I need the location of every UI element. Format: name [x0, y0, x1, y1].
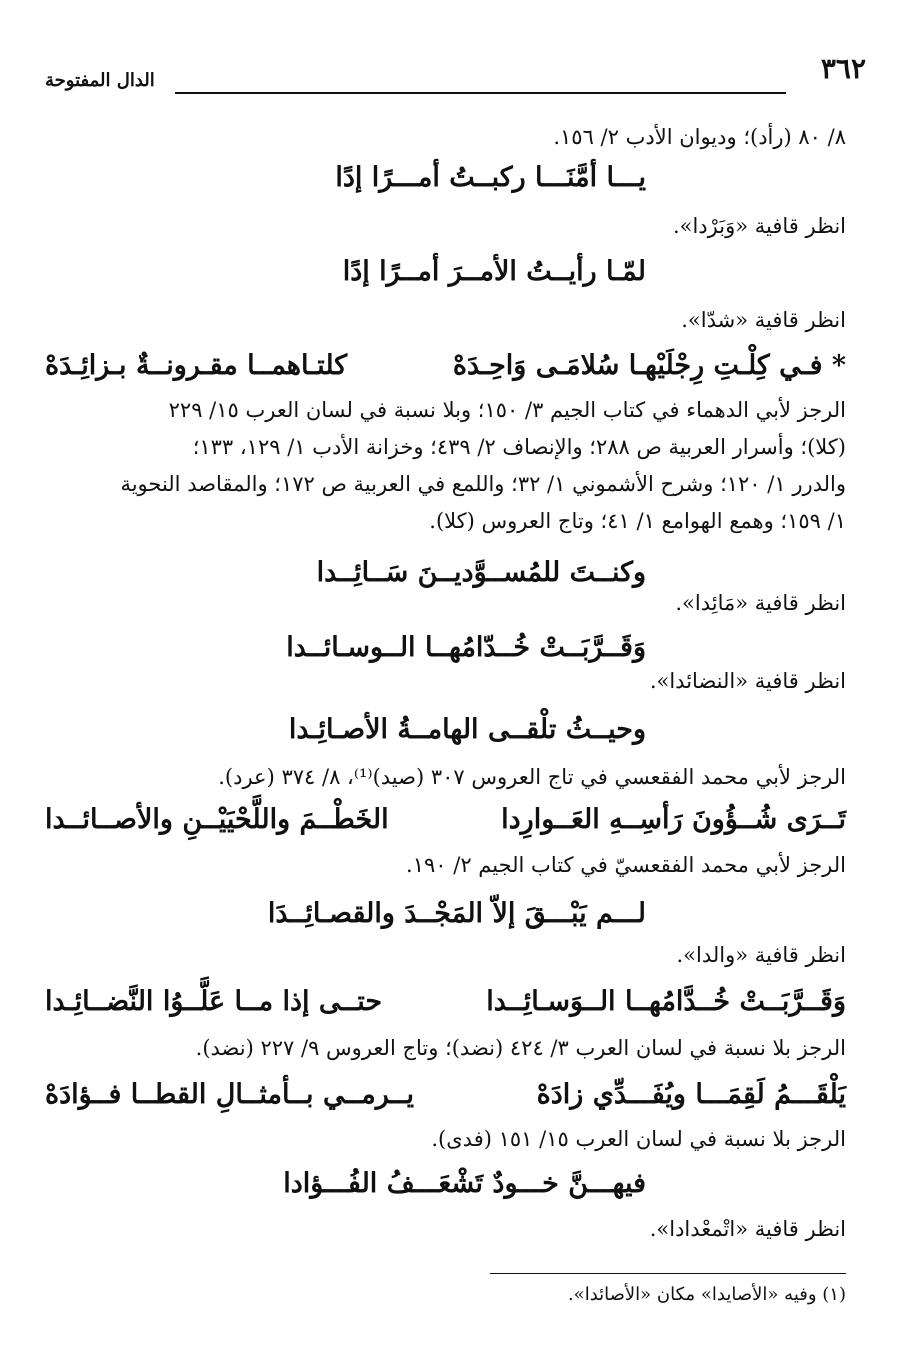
verse-line: لـــم يَبْـــقَ إلاّ المَجْــدَ والقصـائِــدَا: [267, 898, 646, 929]
verse-hemistich-right: * فـي كِلْـتِ رِجْلَيْهـا سُلامَـى وَاحِـدَهْ: [452, 350, 846, 381]
verse-line: وَقَــرَّبَــتْ خُــدّامُهــا الــوسـائــدا: [286, 632, 646, 663]
cross-reference: انظر قافية «مَائِدا».: [675, 591, 846, 615]
verse-line: لمّـا رأيــتُ الأمــرَ أمــرًا إدًا: [342, 256, 646, 287]
cross-reference: انظر قافية «وَبَرْدا».: [672, 214, 846, 238]
verse-hemistich-left: حتــى إذا مــا عَلَّــوُا النَّضــائِـدا: [45, 986, 383, 1017]
source-citation: الرجز بلا نسبة في لسان العرب ١٥/ ١٥١ (فدى).: [431, 1127, 846, 1151]
cross-reference: انظر قافية «والدا».: [676, 943, 846, 967]
page-number: ٣٦٢: [820, 52, 866, 85]
verse-hemistich-left: الخَطْــمَ واللَّحْيَيْــنِ والأصــائــدا: [45, 804, 389, 835]
verse-line: يـــا أمَّنَـــا ركبــتُ أمـــرًا إدًا: [335, 162, 646, 193]
running-title: الدال المفتوحة: [45, 70, 155, 91]
source-citation: الرجز لأبي محمد الفقعسي في تاج العروس ٣٠٧ (صيد)⁽¹⁾، ٨/ ٣٧٤ (عرد).: [218, 765, 846, 789]
verse-line: وكنــتَ للمُســوَّديــنَ سَــائِــدا: [316, 557, 646, 588]
verse-hemistich-left: يــرمــي بــأمثــالِ القطــا فــؤادَهْ: [45, 1079, 414, 1110]
source-citation: (كلا)؛ وأسرار العربية ص ٢٨٨؛ والإنصاف ٢/ ٤٣٩؛ وخزانة الأدب ١/ ١٢٩، ١٣٣؛: [192, 435, 846, 459]
verse-line: فيهـــنَّ خـــودٌ تَشْعَـــفُ الفُـــؤادا: [283, 1168, 646, 1199]
verse-line: وحيــثُ تلْقــى الهامــةُ الأصـائِـدا: [288, 714, 646, 745]
header-rule: [175, 92, 786, 94]
verse-hemistich-right: يَلْقَـــمُ لَقِمَـــا ويُفَـــدِّي زادَهْ: [536, 1079, 846, 1110]
footnote: (١) وفيه «الأصايدا» مكان «الأصائدا».: [567, 1284, 846, 1305]
reference-line: ٨/ ٨٠ (رأد)؛ وديوان الأدب ٢/ ١٥٦.: [553, 125, 846, 149]
verse-hemistich-left: كلتـاهمــا مقـرونــةٌ بـزائِـدَهْ: [45, 350, 348, 381]
cross-reference: انظر قافية «النضائدا».: [649, 669, 846, 693]
cross-reference: انظر قافية «شدّا».: [681, 308, 846, 332]
verse-hemistich-right: تَــرَى شُــؤُونَ رَأسِــهِ العَــوارِدا: [501, 804, 846, 835]
source-citation: الرجز بلا نسبة في لسان العرب ٣/ ٤٢٤ (نضد)؛ وتاج العروس ٩/ ٢٢٧ (نضد).: [195, 1036, 846, 1060]
source-citation: ١/ ١٥٩؛ وهمع الهوامع ١/ ٤١؛ وتاج العروس (كلا).: [429, 509, 846, 533]
source-citation: الرجز لأبي محمد الفقعسيّ في كتاب الجيم ٢/ ١٩٠.: [406, 853, 846, 877]
source-citation: والدرر ١/ ١٢٠؛ وشرح الأشموني ١/ ٣٢؛ واللمع في العربية ص ١٧٢؛ والمقاصد النحوية: [120, 472, 846, 496]
footnote-rule: [490, 1273, 846, 1274]
source-citation: الرجز لأبي الدهماء في كتاب الجيم ٣/ ١٥٠؛ وبلا نسبة في لسان العرب ١٥/ ٢٢٩: [168, 398, 846, 422]
cross-reference: انظر قافية «اتْمعْدادا».: [649, 1217, 846, 1241]
verse-hemistich-right: وَقَــرَّبَــتْ خُــدَّامُهــا الــوَسـائِــدا: [486, 986, 846, 1017]
